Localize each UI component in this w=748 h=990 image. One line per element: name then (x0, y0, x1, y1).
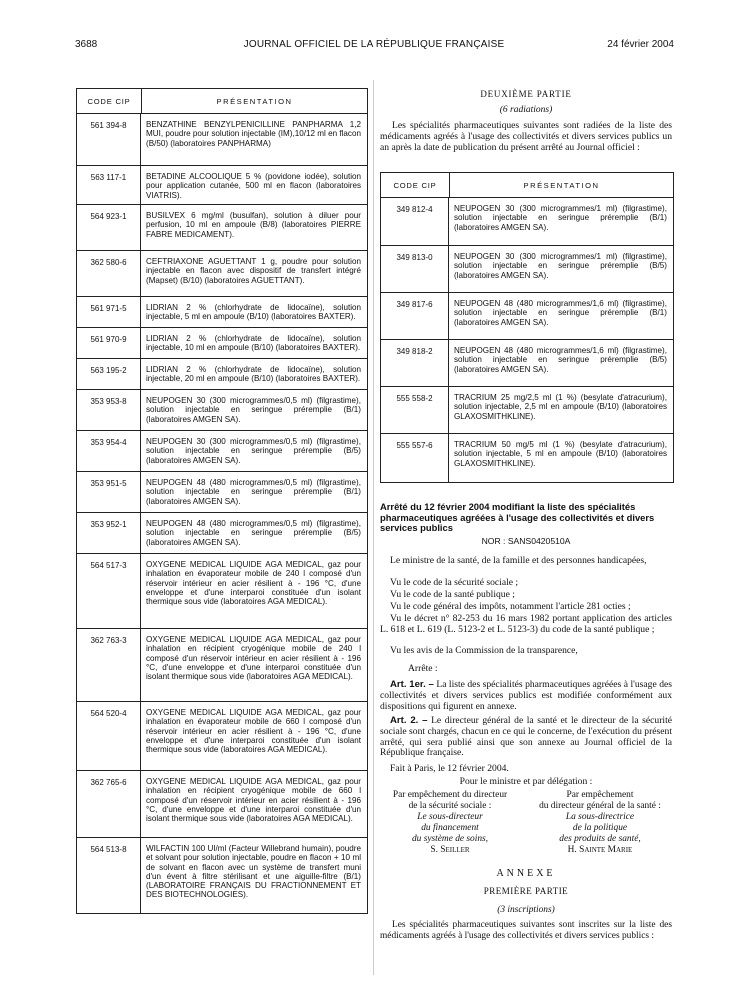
cip-code: 353 953-8 (77, 390, 141, 430)
header-code-cip: CODE CIP (77, 89, 142, 113)
presentation-text: BETADINE ALCOOLIQUE 5 % (povidone iodée), solution pour application cutanée, 500 ml en flacon (laboratoires VIATRIS). (146, 172, 361, 200)
presentation-text: BENZATHINE BENZYLPENICILLINE PANPHARMA 1,2 MUI, poudre pour solution injectable (IM),10/12 ml en flacon (B/50) (laboratoires PANPHARMA) (146, 120, 361, 148)
presentation-text: NEUPOGEN 30 (300 microgrammes/0,5 ml) (filgrastime), solution injectable en seringue préremplie (B/1) (laboratoires AMGEN SA). (146, 396, 361, 424)
presentation-text: OXYGENE MEDICAL LIQUIDE AGA MEDICAL, gaz pour inhalation en évaporateur mobile de 240 l composé d'un réservoir intérieur en acier résilient à - 196 °C, d'une enveloppe et d'une interparoi constituée d'un isolant thermique sous vide (laboratoires AGA MEDICAL). (146, 560, 361, 607)
page-number: 3688 (75, 39, 98, 50)
visa-1: Vu le code de la sécurité sociale ; (390, 577, 519, 588)
table-row (381, 339, 673, 386)
annex-title: ANNEXE (496, 868, 556, 879)
presentation-text: LIDRIAN 2 % (chlorhydrate de lidocaïne), solution injectable, 20 ml en ampoule (B/10) (laboratoires BAXTER). (146, 365, 361, 384)
presentation-text: TRACRIUM 25 mg/2,5 ml (1 %) (besylate d'atracurium), solution injectable, 2,5 ml en ampoule (B/10) (laboratoires GLAXOSMITHKLINE). (454, 393, 667, 421)
cip-code: 564 520-4 (77, 702, 141, 770)
cip-code: 353 954-4 (77, 431, 141, 471)
cip-code: 555 558-2 (381, 387, 449, 433)
signatory-name: S. Seiller (430, 845, 470, 855)
signature-place-date: Fait à Paris, le 12 février 2004. (390, 763, 509, 774)
article-1 (380, 680, 672, 712)
presentation-text: NEUPOGEN 30 (300 microgrammes/1 ml) (filgrastime), solution injectable en seringue préremplie (B/5) (laboratoires AMGEN SA). (454, 252, 667, 280)
sig-right-line: Par empêchement (566, 790, 634, 800)
table-row (77, 553, 367, 628)
presentation-text: NEUPOGEN 48 (480 microgrammes/0,5 ml) (filgrastime), solution injectable en seringue préremplie (B/5) (laboratoires AMGEN SA). (146, 519, 361, 547)
article-2-label: Art. 2. – (390, 715, 428, 726)
cip-code: 349 812-4 (381, 198, 449, 245)
presentation-text: BUSILVEX 6 mg/ml (busulfan), solution à diluer pour perfusion, 10 ml en ampoule (B/8) (laboratoires PIERRE FABRE MEDICAMENT). (146, 211, 361, 239)
arrete-label: Arrête : (408, 663, 438, 674)
visa-2: Vu le code de la santé publique ; (390, 589, 515, 600)
article-2 (380, 716, 672, 759)
cip-code: 564 923-1 (77, 205, 141, 250)
signatory-name: H. Sainte Marie (567, 845, 633, 855)
sig-right-line: des produits de santé, (559, 834, 641, 844)
cip-code: 349 813-0 (381, 246, 449, 292)
decree-title: Arrêté du 12 février 2004 modifiant la liste des spécialités pharmaceutiques agréées à l'usage des collectivités et divers services publics (380, 501, 655, 533)
cip-code: 362 765-6 (77, 771, 141, 837)
visa-4: Vu le décret n° 82-253 du 16 mars 1982 portant application des articles L. 618 et L. 619 (L. 5123-2 et L. 5123-3) du code de la santé publique ; (380, 613, 672, 635)
presentation-text: OXYGENE MEDICAL LIQUIDE AGA MEDICAL, gaz pour inhalation en évaporateur mobile de 660 l composé d'un réservoir intérieur en acier résilient à - 196 °C, d'une enveloppe et d'une interparoi constituée d'un isolant thermique sous vide (laboratoires AGA MEDICAL). (146, 708, 361, 755)
issue-date: 24 février 2004 (607, 39, 674, 50)
header-presentation: PRÉSENTATION (216, 96, 293, 106)
header-presentation: PRÉSENTATION (523, 180, 600, 190)
journal-title: JOURNAL OFFICIEL DE LA RÉPUBLIQUE FRANÇAISE (243, 39, 505, 50)
cip-code: 561 970-9 (77, 328, 141, 358)
sig-left-line: Par empêchement du directeur (392, 790, 508, 800)
section-subtitle: (6 radiations) (499, 105, 553, 115)
presentation-text: NEUPOGEN 30 (300 microgrammes/1 ml) (filgrastime), solution injectable en seringue préremplie (B/1) (laboratoires AMGEN SA). (454, 204, 667, 232)
table-body (77, 114, 367, 913)
presentation-text: OXYGENE MEDICAL LIQUIDE AGA MEDICAL, gaz pour inhalation en récipient cryogénique mobile de 660 l composé d'un réservoir intérieur en acier résilient à - 196 °C, d'une enveloppe et d'une interparoi constituée d'un isolant thermique sous vide (laboratoires AGA MEDICAL). (146, 777, 361, 824)
table-row (381, 433, 673, 482)
additions-table (76, 88, 368, 914)
cip-code: 349 818-2 (381, 340, 449, 386)
table-row (77, 430, 367, 471)
table-row (381, 245, 673, 292)
table-row (77, 770, 367, 837)
visa-3: Vu le code général des impôts, notamment l'article 281 octies ; (390, 601, 631, 612)
cip-code: 564 517-3 (77, 554, 141, 628)
annex-part-subtitle: (3 inscriptions) (497, 905, 555, 915)
annex-intro: Les spécialités pharmaceutiques suivantes sont inscrites sur la liste des médicaments agréés à l'usage des collectivités et divers services publics : (380, 920, 672, 941)
presentation-text: NEUPOGEN 48 (480 microgrammes/0,5 ml) (filgrastime), solution injectable en seringue préremplie (B/1) (laboratoires AMGEN SA). (146, 478, 361, 506)
table-row (77, 628, 367, 701)
cip-code: 362 763-3 (77, 629, 141, 701)
signature-right (525, 790, 675, 856)
table-row (381, 198, 673, 245)
article-1-label: Art. 1er. – (390, 679, 434, 690)
table-row (77, 250, 367, 296)
presentation-text: CEFTRIAXONE AGUETTANT 1 g, poudre pour solution injectable en flacon avec dispositif de transfert intégré (Mapset) (B/10) (laboratoires AGUETTANT). (146, 257, 361, 285)
cip-code: 353 952-1 (77, 513, 141, 553)
cip-code: 353 951-5 (77, 472, 141, 512)
table-row (77, 837, 367, 913)
signature-left (380, 790, 520, 856)
presentation-text: TRACRIUM 50 mg/5 ml (1 %) (besylate d'atracurium), solution injectable, 5 ml en ampoule (B/10) (laboratoires GLAXOSMITHKLINE). (454, 440, 667, 468)
table-row (77, 389, 367, 430)
cip-code: 563 117-1 (77, 166, 141, 204)
section-title: DEUXIÈME PARTIE (480, 89, 572, 99)
article-1-text: La liste des spécialités pharmaceutiques agréées à l'usage des collectivités et divers services publics est modifiée conformément aux dispositions qui figurent en annexe. (380, 679, 672, 712)
table-header (381, 173, 673, 198)
cip-code: 349 817-6 (381, 293, 449, 339)
sig-left-line: Le sous-directeur (417, 812, 483, 822)
sig-right-line: La sous-directrice (565, 812, 635, 822)
removals-table (380, 172, 674, 483)
annex-part-title: PREMIÈRE PARTIE (483, 886, 569, 896)
table-row (77, 327, 367, 358)
article-2-text: Le directeur général de la santé et le directeur de la sécurité sociale sont chargés, chacun en ce qui le concerne, de l'exécution du présent arrêté, qui sera publié ainsi que son annexe au Journal officiel de la République française. (380, 715, 672, 759)
delegation-line: Pour le ministre et par délégation : (459, 776, 593, 787)
table-row (77, 204, 367, 250)
presentation-text: LIDRIAN 2 % (chlorhydrate de lidocaïne), solution injectable, 10 ml en ampoule (B/10) (laboratoires BAXTER). (146, 334, 361, 353)
sig-left-line: de la sécurité sociale : (408, 801, 492, 811)
table-row (77, 512, 367, 553)
presentation-text: WILFACTIN 100 UI/ml (Facteur Willebrand humain), poudre et solvant pour solution injectable, poudre en flacon + 10 ml de solvant en flacon avec un système de transfert muni d'un évent à filtre stérilisant et une aiguille-filtre (B/1) (LABORATOIRE FRANÇAIS DU FRACTIONNEMENT ET DES BIOTECHNOLOGIES). (146, 844, 361, 900)
cip-code: 561 971-5 (77, 297, 141, 327)
table-row (77, 358, 367, 389)
sig-left-line: du financement (421, 823, 479, 833)
decree-preamble: Le ministre de la santé, de la famille et des personnes handicapées, (390, 555, 647, 566)
visa-5: Vu les avis de la Commission de la transparence, (390, 645, 578, 656)
nor-reference: NOR : SANS0420510A (481, 536, 571, 546)
cip-code: 362 580-6 (77, 251, 141, 296)
presentation-text: NEUPOGEN 48 (480 microgrammes/1,6 ml) (filgrastime), solution injectable en seringue préremplie (B/1) (laboratoires AMGEN SA). (454, 299, 667, 327)
section-intro: Les spécialités pharmaceutiques suivantes sont radiées de la liste des médicaments agréés à l'usage des collectivités et divers services publics un an après la date de publication du présent arrêté au Journal officiel : (380, 120, 672, 153)
presentation-text: OXYGENE MEDICAL LIQUIDE AGA MEDICAL, gaz pour inhalation en récipient cryogénique mobile de 240 l composé d'un réservoir intérieur en acier résilient à - 196 °C, d'une enveloppe et d'une interparoi constituée d'un isolant thermique sous vide (laboratoires AGA MEDICAL). (146, 635, 361, 682)
table-row (77, 296, 367, 327)
cip-code: 563 195-2 (77, 359, 141, 389)
cip-code: 561 394-8 (77, 114, 141, 165)
sig-left-line: du système de soins, (411, 834, 489, 844)
table-header (77, 89, 367, 114)
table-body (381, 198, 673, 482)
table-row (381, 386, 673, 433)
presentation-text: LIDRIAN 2 % (chlorhydrate de lidocaïne), solution injectable, 5 ml en ampoule (B/10) (laboratoires BAXTER). (146, 303, 361, 322)
column-divider (373, 80, 374, 975)
table-row (77, 114, 367, 165)
presentation-text: NEUPOGEN 48 (480 microgrammes/1,6 ml) (filgrastime), solution injectable en seringue préremplie (B/5) (laboratoires AMGEN SA). (454, 346, 667, 374)
table-row (381, 292, 673, 339)
table-row (77, 701, 367, 770)
table-row (77, 471, 367, 512)
table-row (77, 165, 367, 204)
cip-code: 564 513-8 (77, 838, 141, 913)
cip-code: 555 557-6 (381, 434, 449, 482)
presentation-text: NEUPOGEN 30 (300 microgrammes/0,5 ml) (filgrastime), solution injectable en seringue préremplie (B/5) (laboratoires AMGEN SA). (146, 437, 361, 465)
sig-right-line: du directeur général de la santé : (539, 801, 661, 811)
header-code-cip: CODE CIP (381, 173, 450, 197)
sig-right-line: de la politique (572, 823, 628, 833)
